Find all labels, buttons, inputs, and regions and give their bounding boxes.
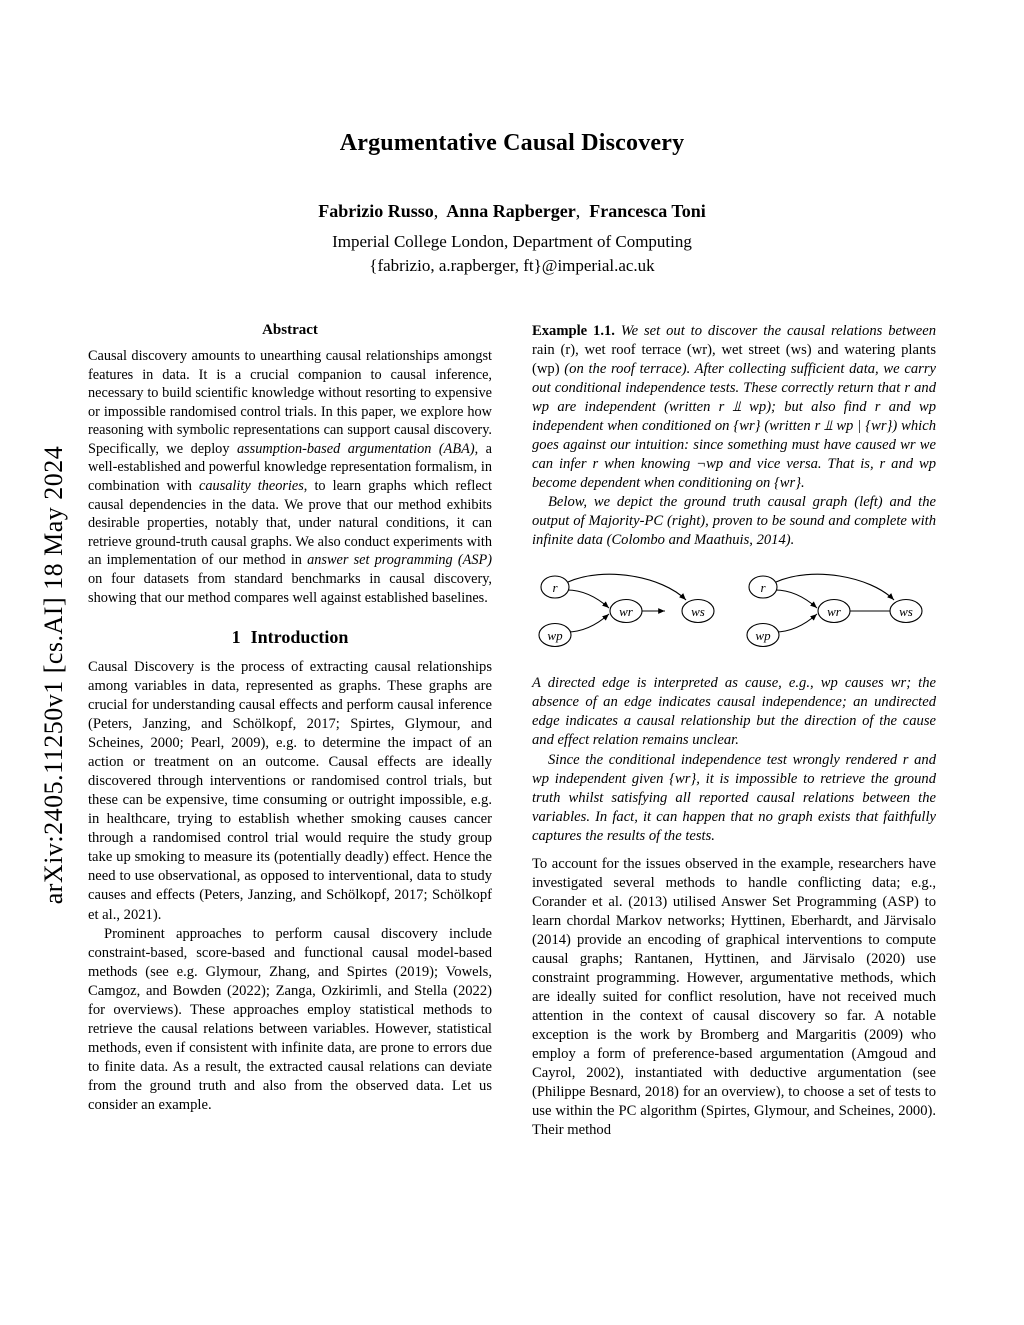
example-text-d: (on the roof terrace). After collecting sufficient data, we carry out conditional independence tests. These correctly return that r and wp are independent (written r ⫫ wp); but also find r and wp independent when conditioned on {wr} (written r ⫫ wp | {wr}) which goes against our intuition: since something must have caused wr we can infer r when knowing ¬wp and vice versa. That is, r and wp become dependent when conditioning on {wr}. bbox=[532, 361, 936, 492]
author-email: {fabrizio, a.rapberger, ft}@imperial.ac.uk bbox=[369, 256, 655, 275]
author-separator-2: , bbox=[575, 201, 581, 221]
abstract-part-3: , to learn graphs which reflect causal dependencies in the data. We prove that our method exhibits desirable properties, notably that, under natural conditions, it can retrieve ground-truth causal graphs. We also conduct experiments with an implementation of our method in bbox=[88, 478, 492, 569]
svg-text:ws: ws bbox=[691, 604, 705, 620]
svg-text:wp: wp bbox=[547, 628, 563, 644]
abstract-heading: Abstract bbox=[262, 322, 318, 338]
svg-text:wr: wr bbox=[827, 604, 841, 620]
abstract-italic-2: causality theories bbox=[199, 478, 304, 495]
ground-truth-graph-figure bbox=[534, 564, 726, 660]
two-column-body bbox=[88, 322, 936, 1140]
paper-content bbox=[88, 130, 936, 1140]
example-text-b: , wet roof terrace (wr), wet street (ws) bbox=[575, 342, 818, 359]
page-title: Argumentative Causal Discovery bbox=[339, 130, 685, 156]
abstract-italic-3: answer set programming (ASP) bbox=[307, 552, 492, 569]
majority-pc-graph-figure bbox=[742, 564, 934, 660]
example-text-a: We set out to discover the causal relations between bbox=[614, 323, 937, 339]
abstract-text bbox=[88, 347, 492, 607]
author-3: Francesca Toni bbox=[589, 201, 706, 221]
abstract-part-2: , a well-established and powerful knowledge representation formalism, in combination with bbox=[88, 440, 492, 495]
svg-text:r: r bbox=[760, 580, 766, 596]
section-heading-introduction bbox=[88, 627, 492, 648]
author-1: Fabrizio Russo bbox=[318, 201, 434, 221]
svg-text:wr: wr bbox=[619, 604, 633, 620]
author-separator-1: , bbox=[433, 201, 439, 221]
left-column bbox=[88, 322, 492, 1140]
affiliation: Imperial College London, Department of Computing bbox=[332, 232, 692, 251]
figure-caption-paragraph-2: Since the conditional independence test wrongly rendered r and wp independent given {wr}, it is impossible to retrieve the ground truth whilst satisfying all reported causal relations between the variables. In fact, it can happen that no graph exists that faithfully captures the results of the tests. bbox=[532, 751, 936, 844]
author-2: Anna Rapberger bbox=[446, 201, 576, 221]
right-column bbox=[532, 322, 936, 1140]
example-text-rain: rain (r) bbox=[532, 342, 576, 359]
svg-text:wp: wp bbox=[755, 628, 771, 644]
section-title: Introduction bbox=[250, 627, 349, 648]
right-column-paragraph-last: To account for the issues observed in the example, researchers have investigated several methods to handle conflicting data; e.g., Corander et al. (2013) utilised Answer Set Programming (ASP) to learn chordal Markov networks; Hyttinen, Eberhardt, and Järvisalo (2014) provide an encoding of graphical interventions to compute causal graphs; Rantanen, Hyttinen, and Järvisalo (2020) use constraint programming. However, argumentative methods, which are ideally suited for conflict resolution, have not received much attention in the context of causal discovery so far. A notable exception is the work by Bromberg and Margaritis (2009) who employ a form of preference-based argumentation (Amgoud and Cayrol, 2002), instantiated with deductive argumentation (see (Philippe Besnard, 2018) for an overview), to choose a set of tests to use within the PC algorithm (Spirtes, Glymour, and Scheines, 2000). Their method bbox=[532, 855, 936, 1139]
author-list bbox=[88, 201, 936, 222]
majority-pc-graph-svg bbox=[742, 564, 934, 660]
svg-text:ws: ws bbox=[899, 604, 913, 620]
example-paragraph-2: Below, we depict the ground truth causal graph (left) and the output of Majority-PC (right), proven to be sound and complete with infinite data (Colombo and Maathuis, 2014). bbox=[532, 494, 936, 549]
abstract-part-4: on four datasets from standard benchmarks in causal discovery, showing that our method compares well against established baselines. bbox=[88, 570, 492, 606]
paragraph-spacer bbox=[532, 846, 936, 855]
svg-text:r: r bbox=[552, 580, 558, 596]
example-text-c: and watering plants (wp) bbox=[532, 342, 936, 378]
intro-paragraph-1: Causal Discovery is the process of extracting causal relationships among variables in data, represented as graphs. These graphs are crucial for understanding causal effects and perform causal inference (Peters, Janzing, and Schölkopf, 2017; Spirtes, Glymour, and Scheines, 2000; Pearl, 2009), e.g. to determine the impact of an action or treatment on an outcome. Causal effects are ideally discovered through interventions or randomised control trials, but these can be expensive, time consuming or outright impossible, e.g. in healthcare, trying to establish whether smoking causes cancer through a randomised control trial would require the study group take up smoking to measure its (potentially deadly) effect. Hence the need to use observational, as opposed to interventional, data to study causes and effects (Peters, Janzing, and Schölkopf, 2017; Schölkopf et al., 2021). bbox=[88, 659, 492, 923]
intro-paragraph-2: Prominent approaches to perform causal discovery include constraint-based, score-based and functional causal model-based methods (see e.g. Glymour, Zhang, and Spirtes (2019); Vowels, Camgoz, and Bowden (2022); Zanga, Ozkirimli, and Stella (2022) for overviews). These approaches employ statistical methods to retrieve the causal relations between variables. However, statistical methods, even if consistent with infinite data, are prone to errors due to finite data. As a result, the extracted causal relations can deviate from the ground truth and also from the observed data. Let us consider an example. bbox=[88, 925, 492, 1113]
section-number: 1 bbox=[231, 627, 241, 648]
ground-truth-graph-svg bbox=[534, 564, 726, 660]
causal-graph-figures bbox=[532, 564, 936, 660]
abstract-italic-1: assumption-based argumentation (ABA) bbox=[236, 440, 475, 457]
arxiv-identifier-stamp: arXiv:2405.11250v1 [cs.AI] 18 May 2024 bbox=[39, 445, 68, 905]
example-paragraph-1 bbox=[532, 322, 936, 493]
abstract-part-1: Causal discovery amounts to unearthing causal relationships amongst features in data. It is a crucial companion to causal inference, necessary to build scientific knowledge without resorting to expensive or impossible randomised control trials. In this paper, we explore how reasoning with symbolic representations can support causal discovery. Specifically, we deploy bbox=[88, 348, 492, 457]
example-label: Example 1.1. bbox=[532, 323, 615, 339]
figure-caption-paragraph-1: A directed edge is interpreted as cause, e.g., wp causes wr; the absence of an edge indicates causal independence; an undirected edge indicates a causal relationship but the direction of the cause and effect relation remains unclear. bbox=[532, 675, 936, 749]
